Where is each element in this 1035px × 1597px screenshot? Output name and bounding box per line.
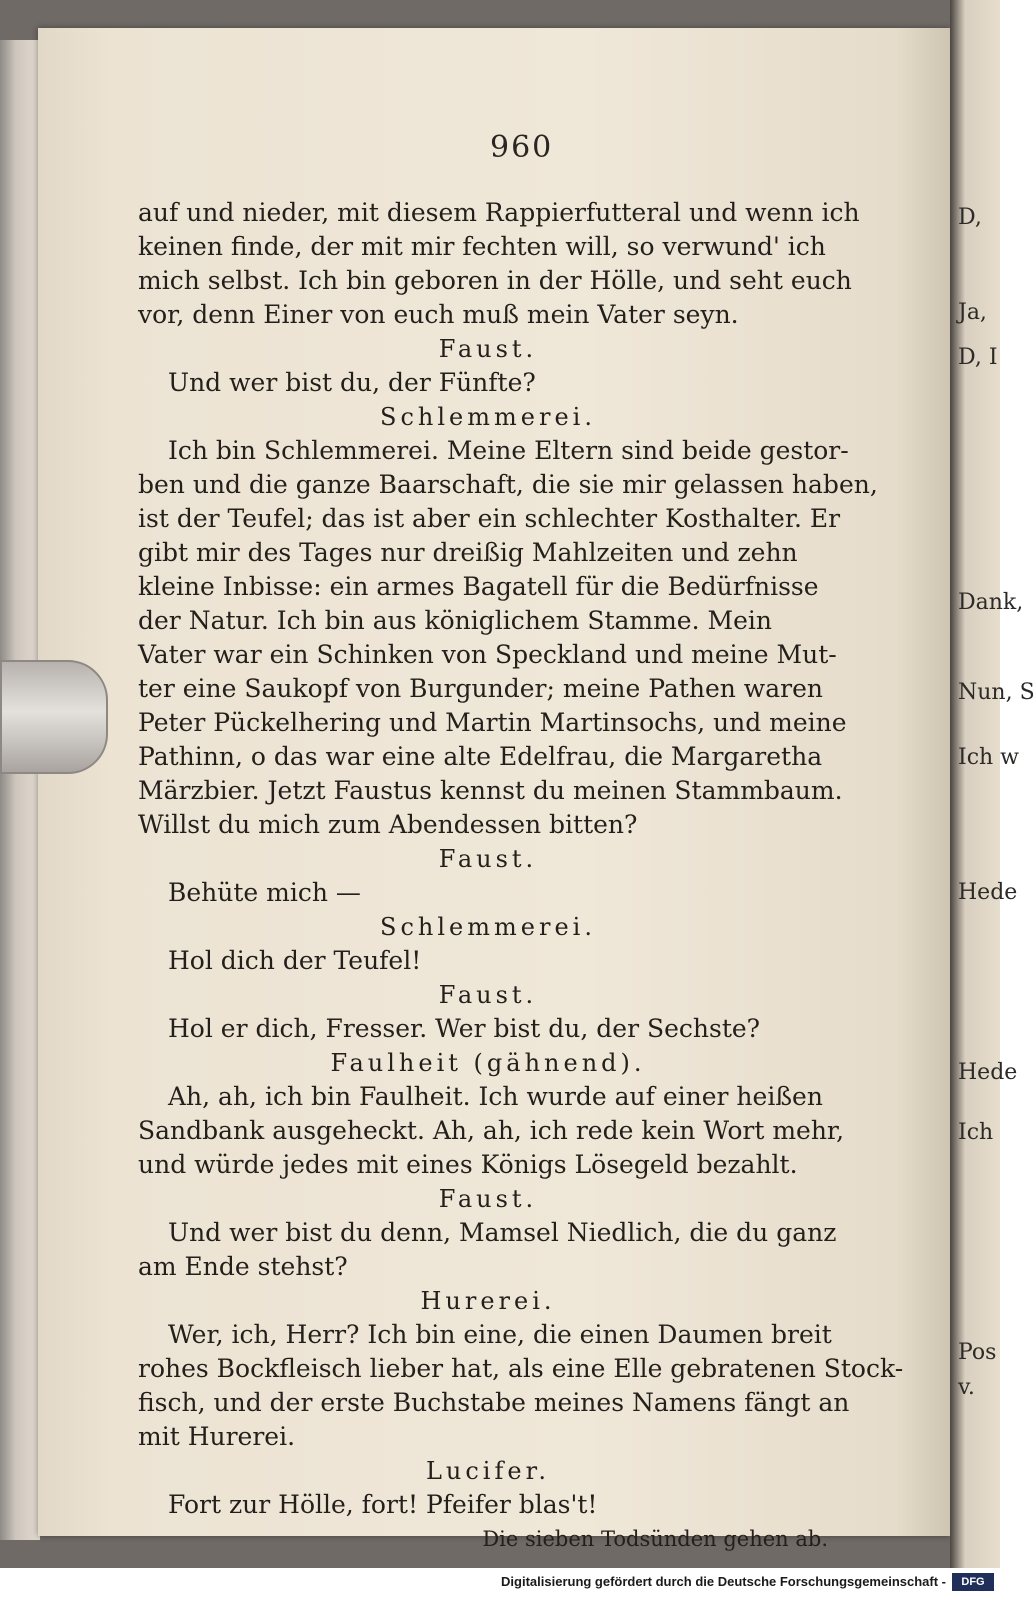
- adjacent-page-edge: [950, 0, 1035, 1568]
- text-line: fisch, und der erste Buchstabe meines Namens fängt an: [138, 1388, 850, 1417]
- adjacent-page-fragment: Ich w: [958, 745, 1020, 770]
- left-book-edge: [0, 40, 40, 1540]
- page-clip: [0, 660, 108, 774]
- text-line: Ah, ah, ich bin Faulheit. Ich wurde auf einer heißen: [168, 1082, 823, 1111]
- speaker-heading: Schlemmerei.: [380, 913, 596, 941]
- speaker-heading: Hurerei.: [420, 1287, 556, 1315]
- page-text: [138, 196, 904, 1556]
- speaker-heading: Faust.: [438, 1185, 538, 1213]
- text-line: Wer, ich, Herr? Ich bin eine, die einen Daumen breit: [168, 1320, 832, 1349]
- text-line: kleine Inbisse: ein armes Bagatell für die Bedürfnisse: [138, 572, 819, 601]
- text-line: und würde jedes mit eines Königs Lösegeld bezahlt.: [138, 1150, 798, 1179]
- adjacent-page-fragment: Dank,: [958, 590, 1024, 615]
- page-number: 960: [490, 130, 554, 165]
- text-line: Fort zur Hölle, fort! Pfeifer blas't!: [168, 1490, 598, 1519]
- adjacent-page-fragment: Ich: [958, 1120, 994, 1145]
- text-line: am Ende stehst?: [138, 1252, 348, 1281]
- text-line: Märzbier. Jetzt Faustus kennst du meinen Stammbaum.: [138, 776, 843, 805]
- text-line: rohes Bockfleisch lieber hat, als eine Elle gebratenen Stock-: [138, 1354, 904, 1383]
- text-line: ben und die ganze Baarschaft, die sie mir gelassen haben,: [138, 470, 878, 499]
- text-line: Vater war ein Schinken von Speckland und meine Mut-: [138, 640, 837, 669]
- text-line: der Natur. Ich bin aus königlichem Stamme. Mein: [138, 606, 772, 635]
- text-line: ter eine Saukopf von Burgunder; meine Pathen waren: [138, 674, 823, 703]
- text-line: mich selbst. Ich bin geboren in der Hölle, und seht euch: [138, 266, 852, 295]
- speaker-heading: Schlemmerei.: [380, 403, 596, 431]
- stage-direction: Die sieben Todsünden gehen ab.: [482, 1527, 828, 1551]
- speaker-heading: Lucifer.: [425, 1457, 551, 1485]
- text-line: gibt mir des Tages nur dreißig Mahlzeiten und zehn: [138, 538, 798, 567]
- text-line: Sandbank ausgeheckt. Ah, ah, ich rede kein Wort mehr,: [138, 1116, 845, 1145]
- text-line: mit Hurerei.: [138, 1422, 296, 1451]
- text-line: vor, denn Einer von euch muß mein Vater seyn.: [138, 300, 739, 329]
- text-line: Ich bin Schlemmerei. Meine Eltern sind beide gestor-: [168, 436, 849, 465]
- funding-credit: Digitalisierung gefördert durch die Deutsche Forschungsgemeinschaft -: [501, 1574, 946, 1589]
- speaker-heading: Faust.: [438, 845, 538, 873]
- digitization-footer: [0, 1568, 1000, 1597]
- adjacent-page-fragment: Nun, S: [958, 680, 1035, 705]
- text-line: ist der Teufel; das ist aber ein schlechter Kosthalter. Er: [138, 504, 841, 533]
- text-line: Und wer bist du denn, Mamsel Niedlich, die du ganz: [168, 1218, 837, 1247]
- text-line: keinen finde, der mit mir fechten will, so verwund' ich: [138, 232, 826, 261]
- speaker-heading: Faust.: [438, 335, 538, 363]
- speaker-heading: Faulheit (gähnend).: [330, 1049, 646, 1077]
- text-line: Behüte mich —: [168, 878, 361, 907]
- text-line: Peter Pückelhering und Martin Martinsochs, und meine: [138, 708, 847, 737]
- adjacent-page-fragment: Ja,: [958, 300, 987, 325]
- adjacent-page-fragment: Hede: [958, 880, 1018, 905]
- adjacent-page-fragment: Hede: [958, 1060, 1018, 1085]
- text-line: Willst du mich zum Abendessen bitten?: [138, 810, 638, 839]
- text-line: Hol dich der Teufel!: [168, 946, 422, 975]
- adjacent-page-fragment: v.: [958, 1375, 975, 1400]
- adjacent-page-fragment: Pos: [958, 1340, 997, 1365]
- text-line: auf und nieder, mit diesem Rappierfutteral und wenn ich: [138, 198, 860, 227]
- text-line: Und wer bist du, der Fünfte?: [168, 368, 536, 397]
- adjacent-page-fragment: D, I: [958, 345, 998, 370]
- adjacent-page-fragment: D,: [958, 205, 982, 230]
- speaker-heading: Faust.: [438, 981, 538, 1009]
- text-line: Hol er dich, Fresser. Wer bist du, der Sechste?: [168, 1014, 761, 1043]
- dfg-logo-icon: DFG: [952, 1573, 994, 1591]
- text-line: Pathinn, o das war eine alte Edelfrau, die Margaretha: [138, 742, 823, 771]
